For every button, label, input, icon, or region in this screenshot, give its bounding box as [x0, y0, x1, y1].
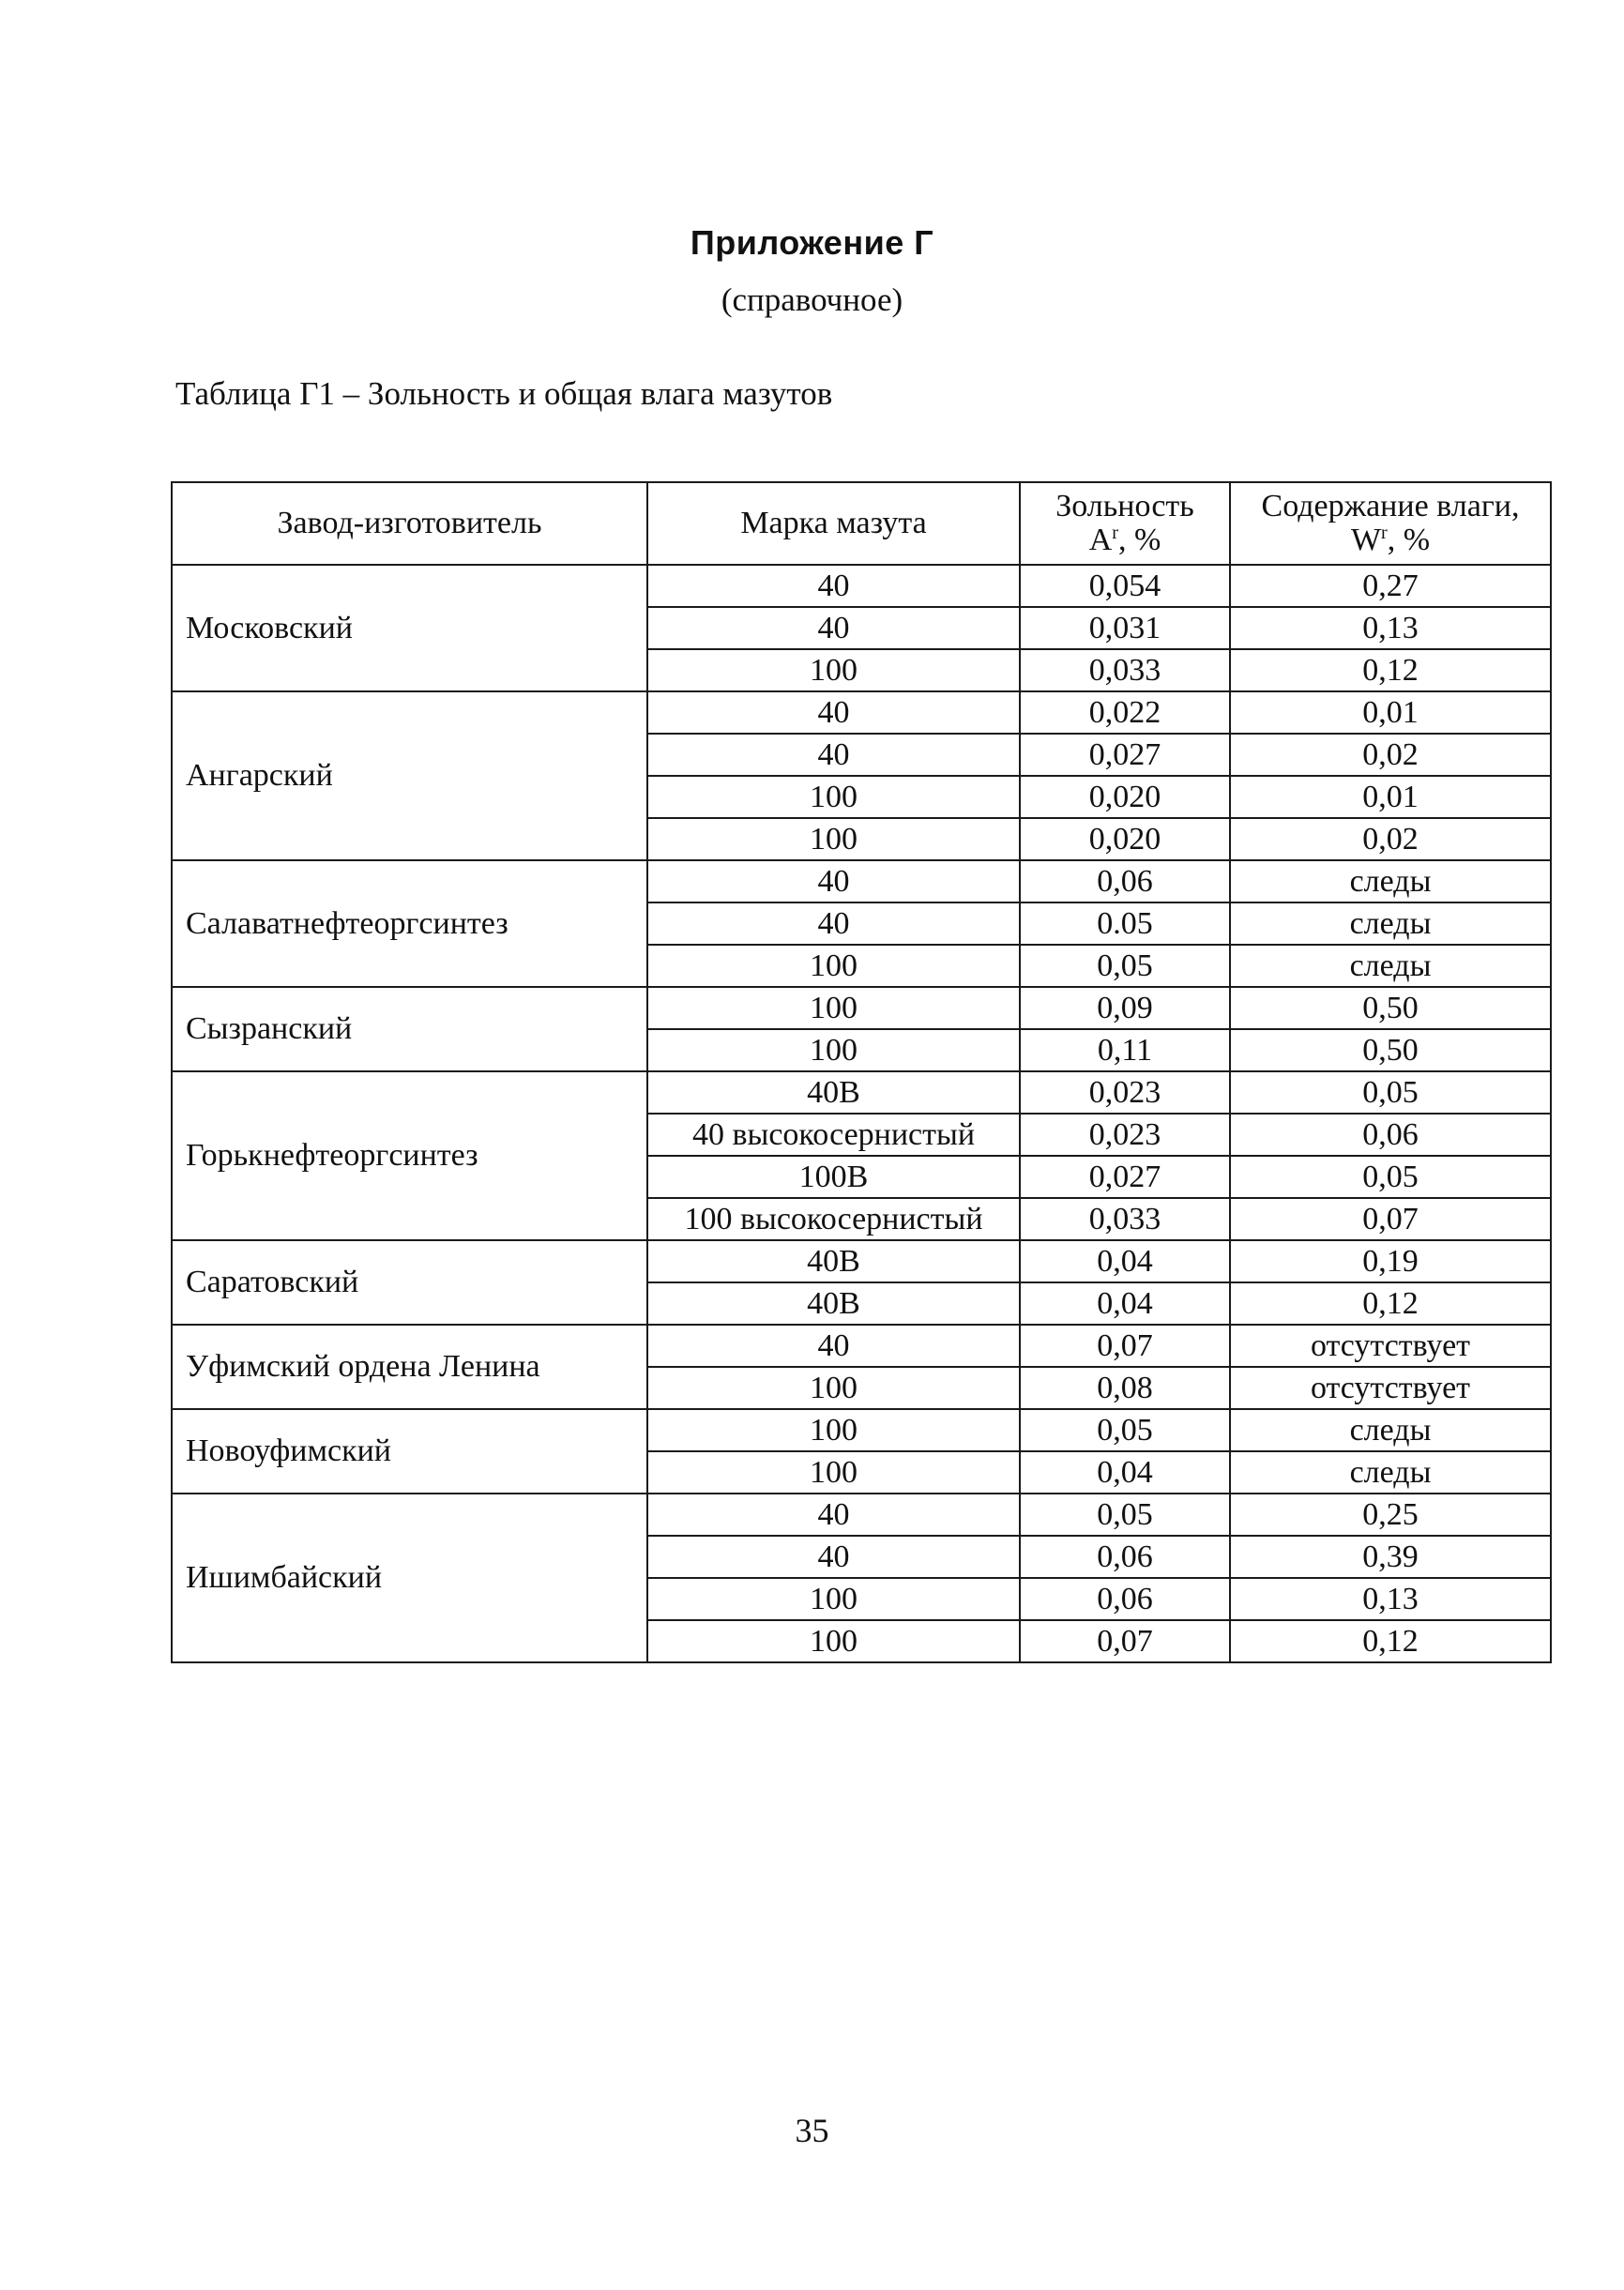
table-caption: Таблица Г1 – Зольность и общая влага мазутов — [175, 375, 833, 412]
grade-cell: 100 — [647, 1451, 1020, 1494]
ash-cell: 0,04 — [1020, 1240, 1230, 1282]
grade-cell: 100 — [647, 818, 1020, 860]
moisture-cell: 0,19 — [1230, 1240, 1551, 1282]
header-moisture-unit: , % — [1387, 523, 1431, 557]
appendix-title: Приложение Г — [690, 223, 934, 262]
plant-cell: Саратовский — [172, 1240, 647, 1325]
table-header-row — [172, 482, 1551, 565]
ash-cell: 0,07 — [1020, 1620, 1230, 1662]
ash-cell: 0,023 — [1020, 1071, 1230, 1114]
ash-cell: 0,023 — [1020, 1114, 1230, 1156]
grade-cell: 40 — [647, 1536, 1020, 1578]
moisture-cell: 0,39 — [1230, 1536, 1551, 1578]
moisture-cell: 0,01 — [1230, 776, 1551, 818]
moisture-cell: 0,27 — [1230, 565, 1551, 607]
plant-cell: Салаватнефтеоргсинтез — [172, 860, 647, 987]
plant-cell: Сызранский — [172, 987, 647, 1071]
grade-cell: 100В — [647, 1156, 1020, 1198]
ash-cell: 0,06 — [1020, 1536, 1230, 1578]
grade-cell: 100 высокосернистый — [647, 1198, 1020, 1240]
header-grade: Марка мазута — [647, 482, 1020, 565]
ash-cell: 0,033 — [1020, 1198, 1230, 1240]
moisture-cell: 0,06 — [1230, 1114, 1551, 1156]
grade-cell: 40 — [647, 902, 1020, 945]
table-row — [172, 1240, 1551, 1282]
plant-cell: Новоуфимский — [172, 1409, 647, 1494]
table-row — [172, 1325, 1551, 1367]
moisture-cell: следы — [1230, 902, 1551, 945]
ash-cell: 0,027 — [1020, 734, 1230, 776]
moisture-cell: следы — [1230, 945, 1551, 987]
moisture-cell: следы — [1230, 1451, 1551, 1494]
moisture-cell: 0,01 — [1230, 691, 1551, 734]
ash-cell: 0,027 — [1020, 1156, 1230, 1198]
ash-cell: 0,022 — [1020, 691, 1230, 734]
moisture-cell: 0,13 — [1230, 607, 1551, 649]
ash-cell: 0,05 — [1020, 1409, 1230, 1451]
table-row — [172, 987, 1551, 1029]
header-plant: Завод-изготовитель — [172, 482, 647, 565]
table-row — [172, 1494, 1551, 1536]
grade-cell: 40 — [647, 691, 1020, 734]
table-row — [172, 860, 1551, 902]
grade-cell: 100 — [647, 1029, 1020, 1071]
ash-cell: 0,020 — [1020, 776, 1230, 818]
ash-cell: 0,05 — [1020, 1494, 1230, 1536]
table-row — [172, 1409, 1551, 1451]
ash-cell: 0,06 — [1020, 1578, 1230, 1620]
moisture-cell: 0,50 — [1230, 987, 1551, 1029]
grade-cell: 40В — [647, 1071, 1020, 1114]
plant-cell: Московский — [172, 565, 647, 691]
moisture-cell: отсутствует — [1230, 1325, 1551, 1367]
grade-cell: 100 — [647, 1409, 1020, 1451]
ash-cell: 0,033 — [1020, 649, 1230, 691]
ash-cell: 0,06 — [1020, 860, 1230, 902]
grade-cell: 40В — [647, 1240, 1020, 1282]
grade-cell: 40 — [647, 734, 1020, 776]
ash-cell: 0,054 — [1020, 565, 1230, 607]
table-row — [172, 691, 1551, 734]
moisture-cell: следы — [1230, 860, 1551, 902]
moisture-cell: 0,12 — [1230, 1620, 1551, 1662]
ash-cell: 0,11 — [1020, 1029, 1230, 1071]
grade-cell: 100 — [647, 987, 1020, 1029]
moisture-cell: 0,02 — [1230, 734, 1551, 776]
grade-cell: 40 — [647, 565, 1020, 607]
moisture-cell: 0,05 — [1230, 1071, 1551, 1114]
header-ash-sup: r — [1112, 523, 1118, 543]
grade-cell: 40 — [647, 1494, 1020, 1536]
header-moisture-symbol: W — [1350, 523, 1382, 557]
ash-cell: 0,020 — [1020, 818, 1230, 860]
ash-cell: 0,031 — [1020, 607, 1230, 649]
header-ash-symbol: A — [1088, 523, 1113, 557]
grade-cell: 40 — [647, 607, 1020, 649]
ash-cell: 0,08 — [1020, 1367, 1230, 1409]
header-moisture-label: Содержание влаги, — [1261, 489, 1520, 524]
grade-cell: 100 — [647, 649, 1020, 691]
ash-cell: 0,09 — [1020, 987, 1230, 1029]
moisture-cell: отсутствует — [1230, 1367, 1551, 1409]
ash-cell: 0,05 — [1020, 945, 1230, 987]
grade-cell: 40 высокосернистый — [647, 1114, 1020, 1156]
appendix-subtitle: (справочное) — [721, 281, 903, 318]
moisture-cell: 0,05 — [1230, 1156, 1551, 1198]
ash-cell: 0,07 — [1020, 1325, 1230, 1367]
moisture-cell: 0,12 — [1230, 1282, 1551, 1325]
ash-cell: 0.05 — [1020, 902, 1230, 945]
grade-cell: 100 — [647, 1367, 1020, 1409]
table-body — [172, 565, 1551, 1662]
moisture-cell: следы — [1230, 1409, 1551, 1451]
moisture-cell: 0,07 — [1230, 1198, 1551, 1240]
plant-cell: Уфимский ордена Ленина — [172, 1325, 647, 1409]
header-ash-label: Зольность — [1055, 489, 1194, 524]
header-ash-unit: , % — [1117, 523, 1161, 557]
grade-cell: 100 — [647, 1620, 1020, 1662]
moisture-cell: 0,50 — [1230, 1029, 1551, 1071]
header-moisture-sup: r — [1381, 523, 1388, 543]
grade-cell: 100 — [647, 945, 1020, 987]
moisture-cell: 0,02 — [1230, 818, 1551, 860]
moisture-cell: 0,12 — [1230, 649, 1551, 691]
ash-moisture-table — [171, 481, 1552, 1663]
header-ash — [1020, 482, 1230, 565]
moisture-cell: 0,25 — [1230, 1494, 1551, 1536]
plant-cell: Ангарский — [172, 691, 647, 860]
table-row — [172, 565, 1551, 607]
ash-cell: 0,04 — [1020, 1282, 1230, 1325]
table-row — [172, 1071, 1551, 1114]
plant-cell: Ишимбайский — [172, 1494, 647, 1662]
grade-cell: 100 — [647, 776, 1020, 818]
moisture-cell: 0,13 — [1230, 1578, 1551, 1620]
grade-cell: 40 — [647, 860, 1020, 902]
header-moisture — [1230, 482, 1551, 565]
plant-cell: Горькнефтеоргсинтез — [172, 1071, 647, 1240]
grade-cell: 40 — [647, 1325, 1020, 1367]
ash-cell: 0,04 — [1020, 1451, 1230, 1494]
grade-cell: 100 — [647, 1578, 1020, 1620]
grade-cell: 40В — [647, 1282, 1020, 1325]
page-number: 35 — [795, 2112, 829, 2149]
